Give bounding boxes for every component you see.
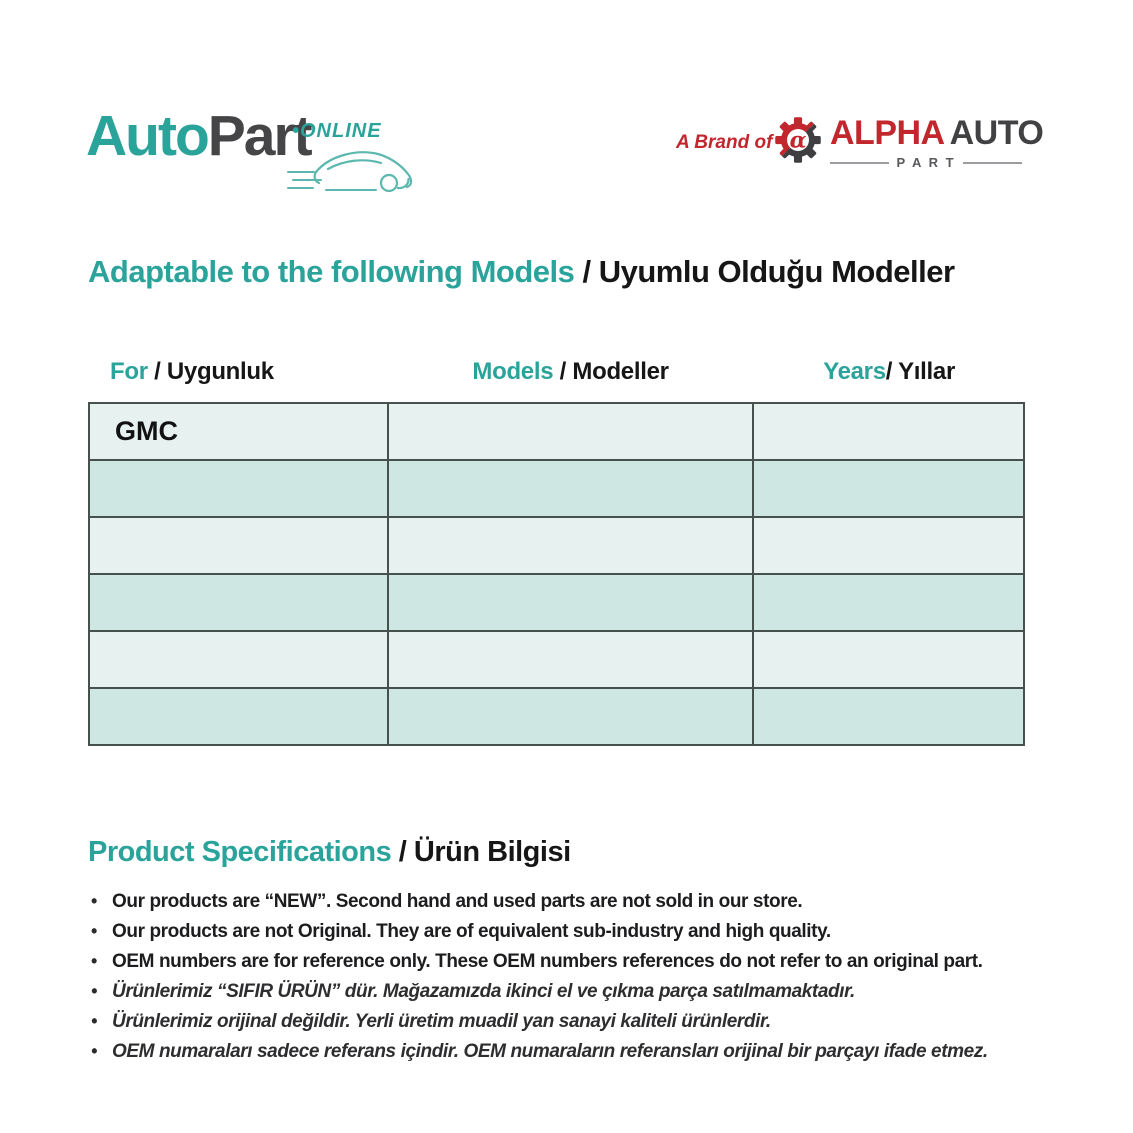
logo-wordmark — [86, 104, 311, 168]
table-cell — [753, 574, 1024, 631]
models-section-title — [88, 254, 955, 290]
table-row — [89, 688, 1024, 745]
brand-prefix-label: A Brand of — [676, 132, 773, 153]
specs-section-title — [88, 836, 571, 869]
table-cell — [753, 517, 1024, 574]
column-header-models-sep: / — [553, 358, 573, 385]
table-cell — [753, 688, 1024, 745]
spec-item-en-2: • Our products are not Original. They are of equivalent sub-industry and high quality. — [88, 920, 1048, 943]
column-header-for-sep: / — [147, 358, 167, 385]
models-title-separator: / — [574, 254, 599, 289]
table-cell — [89, 688, 388, 745]
column-header-for-tr: Uygunluk — [166, 358, 274, 385]
spec-item-tr-3: • OEM numaraları sadece referans içindir. OEM numaraların referansları orijinal bir parçayı ifade etmez. — [88, 1040, 1048, 1063]
table-row — [89, 460, 1024, 517]
table-cell — [388, 460, 753, 517]
logo-text-online: •ONLINE — [292, 120, 382, 142]
brand-part-row — [830, 155, 1022, 170]
spec-item-tr-1: • Ürünlerimiz “SIFIR ÜRÜN” dür. Mağazamızda ikinci el ve çıkma parça satılmamaktadır. — [88, 980, 1048, 1003]
brand-wordmark — [830, 114, 1044, 170]
spec-item-en-3: • OEM numbers are for reference only. These OEM numbers references do not refer to an original part. — [88, 950, 1048, 973]
table-cell — [753, 403, 1024, 460]
table-cell — [388, 517, 753, 574]
specs-title-en: Product Specifications — [88, 836, 392, 868]
brand-text-alpha: ALPHA — [830, 114, 945, 152]
table-cell — [89, 574, 388, 631]
table-cell — [388, 403, 753, 460]
alpha-brand-lockup — [672, 106, 1044, 206]
spec-item-tr-2: • Ürünlerimiz orijinal değildir. Yerli üretim muadil yan sanayi kaliteli ürünlerdir. — [88, 1010, 1048, 1033]
rule-right — [963, 162, 1022, 164]
rule-left — [830, 162, 889, 164]
table-cell: GMC — [89, 403, 388, 460]
brand-text-part: P A R T — [896, 155, 956, 170]
autopart-logo — [86, 106, 536, 216]
brand-name-line — [830, 114, 1044, 152]
column-header-for-en: For — [110, 358, 148, 385]
models-table-body — [89, 403, 1024, 745]
logo-text-auto: Auto — [86, 104, 208, 168]
spec-item-en-1: • Our products are “NEW”. Second hand and used parts are not sold in our store. — [88, 890, 1048, 913]
brand-text-auto: AUTO — [949, 114, 1044, 152]
table-cell — [753, 631, 1024, 688]
table-row — [89, 631, 1024, 688]
column-header-for — [88, 358, 388, 386]
column-header-models-en: Models — [472, 358, 554, 385]
table-cell — [89, 631, 388, 688]
table-cell — [388, 631, 753, 688]
table-cell — [753, 460, 1024, 517]
specs-title-separator: / — [391, 836, 414, 868]
column-header-models-tr: Modeller — [572, 358, 669, 385]
table-cell — [89, 517, 388, 574]
alpha-symbol: α — [789, 127, 807, 154]
column-header-years-en: Years — [823, 358, 886, 385]
specs-list — [88, 890, 1048, 1070]
models-title-en: Adaptable to the following Models — [88, 254, 575, 289]
table-cell — [388, 688, 753, 745]
table-column-headers — [88, 358, 1025, 386]
models-title-tr: Uyumlu Olduğu Modeller — [598, 254, 955, 289]
models-table — [88, 402, 1025, 746]
table-row — [89, 574, 1024, 631]
column-header-years-tr: Yıllar — [898, 358, 955, 385]
table-cell — [89, 460, 388, 517]
table-row — [89, 403, 1024, 460]
car-outline-icon — [286, 142, 426, 200]
column-header-years — [753, 358, 1025, 386]
column-header-years-sep: / — [885, 358, 899, 385]
logo-text-part: Part — [207, 104, 311, 168]
table-row — [89, 517, 1024, 574]
table-cell — [388, 574, 753, 631]
gear-icon — [772, 108, 824, 172]
column-header-models — [388, 358, 753, 386]
specs-title-tr: Ürün Bilgisi — [413, 836, 571, 868]
